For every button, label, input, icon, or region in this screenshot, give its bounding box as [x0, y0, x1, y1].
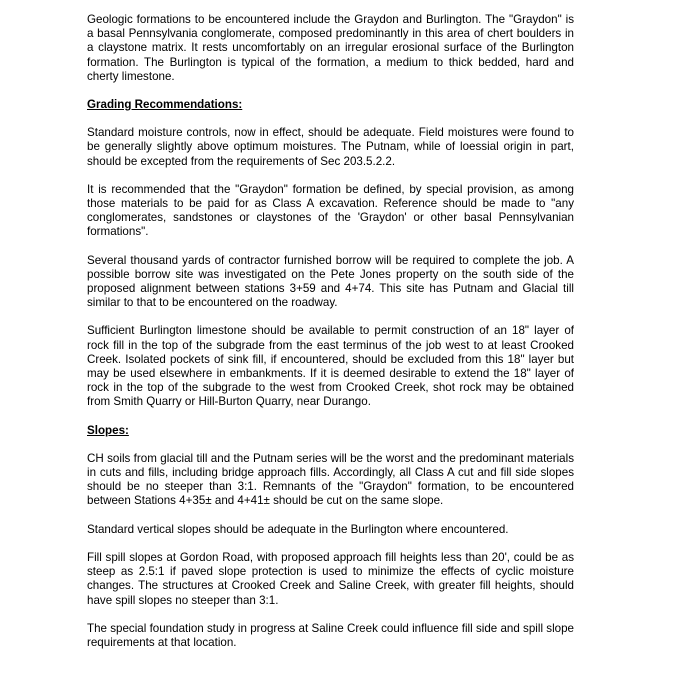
paragraph-graydon-provision: It is recommended that the "Graydon" formation be defined, by special provision, as among those materials to be paid for as Class A excavation. Reference should be made to "any conglomerates, sandstones or claystones of the 'Graydon' or other basal Pennsylvanian formations".: [87, 182, 574, 239]
paragraph-geologic-formations: Geologic formations to be encountered include the Graydon and Burlington. The "Graydon" is a basal Pennsylvania conglomerate, composed predominantly in this area of chert boulders in a claystone matrix. It rests uncomfortably on an irregular erosional surface of the Burlington formation. The Burlington is typical of the formation, a medium to thick bedded, hard and cherty limestone.: [87, 13, 574, 83]
paragraph-vertical-slopes: Standard vertical slopes should be adequate in the Burlington where encountered.: [87, 522, 509, 536]
document-page: [87, 13, 574, 664]
paragraph-ch-soils: CH soils from glacial till and the Putnam series will be the worst and the predominant materials in cuts and fills, including bridge approach fills. Accordingly, all Class A cut and fill side slopes should be no steeper than 3:1. Remnants of the "Graydon" formation, to be encountered between Stations 4+35± and 4+41± should be cut on the same slope.: [87, 451, 574, 508]
paragraph-burlington-limestone: Sufficient Burlington limestone should be available to permit construction of an 18" layer of rock fill in the top of the subgrade from the east terminus of the job west to at least Crooked Creek. Isolated pockets of sink fill, if encountered, should be excluded from this 18" layer but may be used elsewhere in embankments. If it is deemed desirable to extend the 18" layer of rock in the top of the subgrade to the west from Crooked Creek, shot rock may be obtained from Smith Quarry or Hill-Burton Quarry, near Durango.: [87, 324, 574, 409]
paragraph-fill-spill-slopes: Fill spill slopes at Gordon Road, with proposed approach fill heights less than 20', could be as steep as 2.5:1 if paved slope protection is used to minimize the effects of cyclic moisture changes. The structures at Crooked Creek and Saline Creek, with greater fill heights, should have spill slopes no steeper than 3:1.: [87, 550, 574, 607]
paragraph-borrow: Several thousand yards of contractor furnished borrow will be required to complete the job. A possible borrow site was investigated on the Pete Jones property on the south side of the proposed alignment between stations 3+59 and 4+74. This site has Putnam and Glacial till similar to that to be encountered on the roadway.: [87, 253, 574, 310]
paragraph-moisture-controls: Standard moisture controls, now in effect, should be adequate. Field moistures were found to be generally slightly above optimum moistures. The Putnam, while of loessial origin in part, should be excepted from the requirements of Sec 203.5.2.2.: [87, 126, 574, 168]
heading-slopes: Slopes:: [87, 423, 129, 437]
paragraph-foundation-study: The special foundation study in progress at Saline Creek could influence fill side and spill slope requirements at that location.: [87, 621, 574, 649]
heading-grading-recommendations: Grading Recommendations:: [87, 98, 243, 112]
